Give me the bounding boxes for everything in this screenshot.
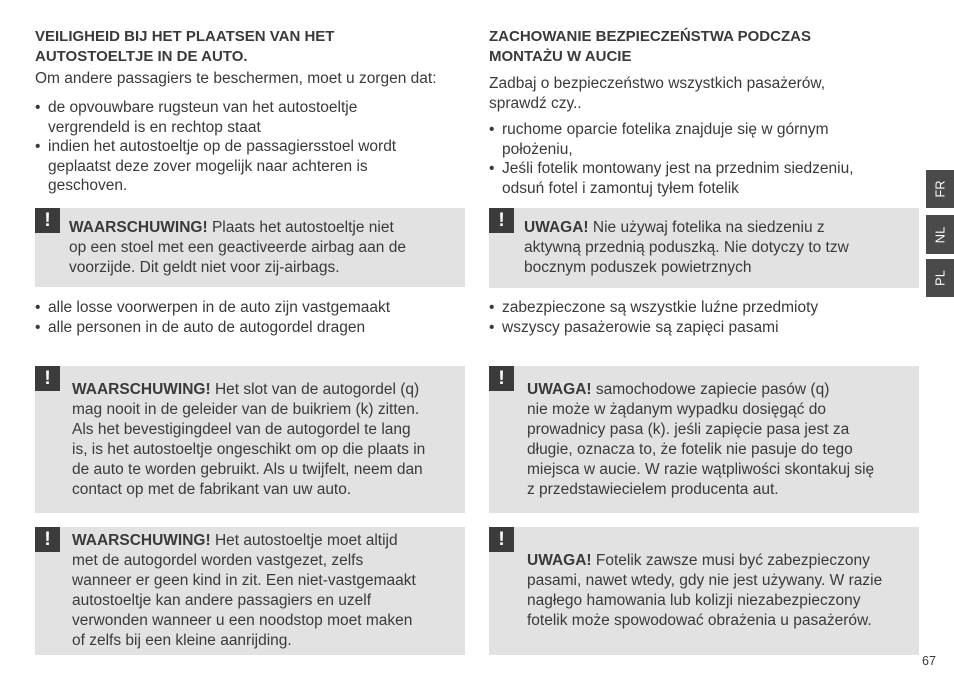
heading-line: AUTOSTOELTJE IN DE AUTO.	[35, 48, 248, 65]
warning-text: WAARSCHUWING! Het autostoeltje moet altijd met de autogordel worden vastgezet, zelfs wanneer er geen kind in zit. Een niet-vastgemaakt autostoeltje kan andere passagiers en uzelf verwonden wanneer u een noodstop moet maken of zelfs bij een kleine aanrijding.	[72, 532, 416, 649]
section-heading	[489, 27, 811, 67]
exclamation-icon: !	[489, 527, 514, 552]
bullet-list	[35, 298, 390, 337]
warning-box	[489, 366, 919, 513]
exclamation-icon: !	[35, 366, 60, 391]
list-item: • Jeśli fotelik montowany jest na przednim siedzeniu, odsuń fotel i zamontuj tyłem fotelik	[489, 159, 854, 198]
heading-line: VEILIGHEID BIJ HET PLAATSEN VAN HET	[35, 28, 335, 45]
warning-text: WAARSCHUWING! Het slot van de autogordel (q) mag nooit in de geleider van de buikriem (k) zitten. Als het bevestigingdeel van de autogordel te lang is, is het autostoeltje ongeschikt om op die plaats in de auto te worden gebruikt. Als u twijfelt, neem dan contact op met de fabrikant van uw auto.	[72, 381, 426, 498]
list-item: • alle losse voorwerpen in de auto zijn vastgemaakt	[35, 298, 390, 318]
list-item: • indien het autostoeltje op de passagiersstoel wordt geplaatst deze zover mogelijk naar achteren is geschoven.	[35, 137, 396, 196]
exclamation-icon: !	[489, 366, 514, 391]
language-tab-fr[interactable]: FR	[926, 170, 954, 208]
heading-line: MONTAŻU W AUCIE	[489, 48, 632, 65]
warning-label: UWAGA!	[527, 552, 592, 569]
bullet-list	[35, 98, 396, 196]
warning-box	[489, 527, 919, 655]
list-item: • zabezpieczone są wszystkie luźne przedmioty	[489, 298, 818, 318]
warning-text: UWAGA! samochodowe zapiecie pasów (q) nie może w żądanym wypadku dosięgąć do prowadnicy pasa (k). jeśli zapięcie pasa jest za długie, oznacza to, że fotelik nie pasuje do tego miejsca w aucie. W razie wątpliwości skontakuj się z przedstawiecielem producenta aut.	[527, 381, 875, 498]
exclamation-icon: !	[35, 208, 60, 233]
warning-box	[35, 527, 465, 655]
warning-box	[35, 366, 465, 513]
language-tab-pl[interactable]: PL	[926, 259, 954, 297]
exclamation-icon: !	[489, 208, 514, 233]
warning-text: UWAGA! Fotelik zawsze musi być zabezpieczony pasami, nawet wtedy, gdy nie jest używany. W razie nagłego hamowania lub kolizji niezabezpieczony fotelik może spowodować obrażenia u pasażerów.	[527, 552, 883, 629]
warning-label: WAARSCHUWING!	[72, 532, 211, 549]
bullet-list	[489, 298, 818, 337]
warning-text: UWAGA! Nie używaj fotelika na siedzeniu z aktywną przednią poduszką. Nie dotyczy to tzw bocznym poduszek powietrznych	[524, 219, 849, 276]
list-item: • de opvouwbare rugsteun van het autostoeltje vergrendeld is en rechtop staat	[35, 98, 396, 137]
warning-text: WAARSCHUWING! Plaats het autostoeltje niet op een stoel met een geactiveerde airbag aan de voorzijde. Dit geldt niet voor zij-airbags.	[69, 219, 406, 276]
warning-label: UWAGA!	[524, 219, 589, 236]
warning-label: WAARSCHUWING!	[72, 381, 211, 398]
list-item: • alle personen in de auto de autogordel dragen	[35, 318, 390, 338]
intro-text: Zadbaj o bezpieczeństwo wszystkich pasażerów, sprawdź czy..	[489, 75, 825, 112]
intro-text: Om andere passagiers te beschermen, moet u zorgen dat:	[35, 70, 437, 87]
warning-label: UWAGA!	[527, 381, 592, 398]
list-item: • wszyscy pasażerowie są zapięci pasami	[489, 318, 818, 338]
list-item: • ruchome oparcie fotelika znajduje się w górnym położeniu,	[489, 120, 854, 159]
warning-box	[489, 208, 919, 288]
exclamation-icon: !	[35, 527, 60, 552]
warning-label: WAARSCHUWING!	[69, 219, 208, 236]
section-heading	[35, 27, 334, 67]
heading-line: ZACHOWANIE BEZPIECZEŃSTWA PODCZAS	[489, 28, 811, 45]
warning-box	[35, 208, 465, 287]
page-number: 67	[922, 654, 936, 668]
bullet-list	[489, 120, 854, 198]
language-tab-nl[interactable]: NL	[926, 215, 954, 254]
